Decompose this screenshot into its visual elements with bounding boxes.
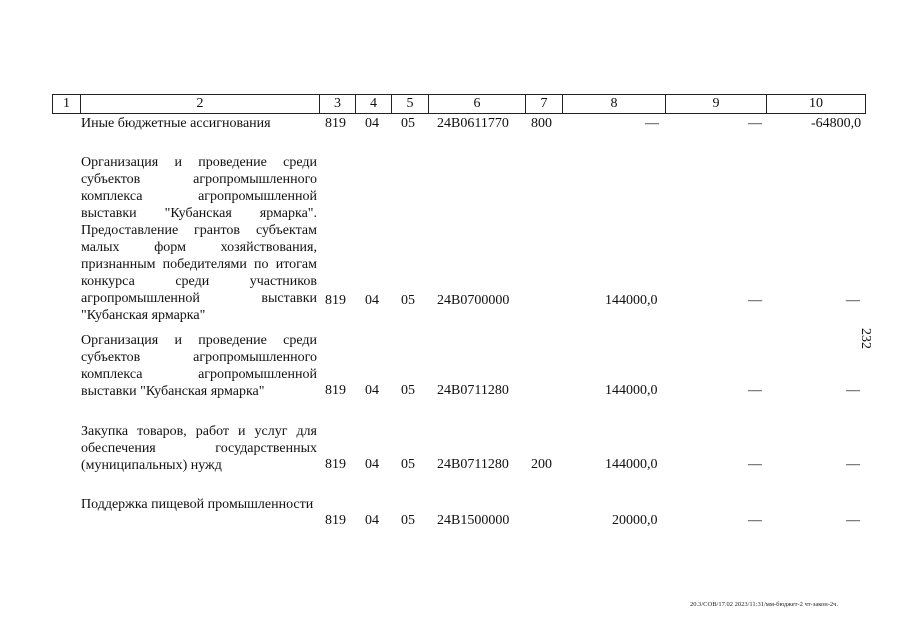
cell-expense-type: 200	[531, 457, 552, 472]
cell-target-article: 24В0711280	[437, 383, 509, 398]
col-header-4: 4	[356, 95, 392, 114]
cell-target-article: 24В0711280	[437, 457, 509, 472]
cell-col10: —	[846, 513, 860, 528]
cell-expense-type: 800	[531, 116, 552, 131]
cell-ministry-code: 819	[325, 383, 346, 398]
cell-subsection: 05	[401, 293, 415, 308]
cell-section: 04	[365, 383, 379, 398]
cell-section: 04	[365, 116, 379, 131]
col-header-5: 5	[392, 95, 429, 114]
cell-section: 04	[365, 293, 379, 308]
cell-subsection: 05	[401, 457, 415, 472]
cell-subsection: 05	[401, 116, 415, 131]
cell-col9: —	[748, 116, 762, 131]
col-header-1: 1	[53, 95, 81, 114]
row-description: Иные бюджетные ассигнования	[81, 116, 271, 131]
col-header-7: 7	[526, 95, 563, 114]
cell-col9: —	[748, 513, 762, 528]
cell-col8: 144000,0	[605, 293, 658, 308]
cell-col8: —	[645, 116, 659, 131]
cell-col9: —	[748, 293, 762, 308]
row-description: Поддержка пищевой промышленности	[81, 497, 314, 512]
cell-col8: 20000,0	[612, 513, 658, 528]
cell-col9: —	[748, 383, 762, 398]
cell-col10: —	[846, 293, 860, 308]
cell-col10: -64800,0	[811, 116, 862, 131]
column-header-row	[52, 94, 866, 114]
cell-ministry-code: 819	[325, 116, 346, 131]
cell-ministry-code: 819	[325, 457, 346, 472]
footer-text: 20.3/СОВ/17.02 2023/11:31/мм-бюджет-2 чт-закон-2ч.	[690, 601, 839, 608]
cell-section: 04	[365, 457, 379, 472]
page-number: 232	[858, 328, 873, 349]
row-description: Организация и проведение среди субъектов агропромышленного комплекса агропромышленной выставки "Кубанская ярмарка"	[81, 333, 317, 399]
row-description: Организация и проведение среди субъектов агропромышленного комплекса агропромышленной выставки "Кубанская ярмарка". Предоставление грантов субъектам малых форм хозяйствования, признанным победителями по итогам конкурса среди участников агропромышленной выставки "Кубанская ярмарка"	[81, 155, 317, 323]
cell-col10: —	[846, 457, 860, 472]
cell-target-article: 24В1500000	[437, 513, 510, 528]
cell-target-article: 24В0700000	[437, 293, 510, 308]
row-description: Закупка товаров, работ и услуг для обеспечения государственных (муниципальных) нужд	[81, 424, 317, 473]
col-header-9: 9	[666, 95, 767, 114]
cell-col10: —	[846, 383, 860, 398]
col-header-6: 6	[429, 95, 526, 114]
col-header-3: 3	[320, 95, 356, 114]
cell-col9: —	[748, 457, 762, 472]
col-header-10: 10	[767, 95, 866, 114]
cell-target-article: 24В0611770	[437, 116, 509, 131]
col-header-2: 2	[81, 95, 320, 114]
cell-ministry-code: 819	[325, 293, 346, 308]
cell-col8: 144000,0	[605, 383, 658, 398]
cell-ministry-code: 819	[325, 513, 346, 528]
col-header-8: 8	[563, 95, 666, 114]
cell-section: 04	[365, 513, 379, 528]
cell-subsection: 05	[401, 383, 415, 398]
cell-col8: 144000,0	[605, 457, 658, 472]
cell-subsection: 05	[401, 513, 415, 528]
